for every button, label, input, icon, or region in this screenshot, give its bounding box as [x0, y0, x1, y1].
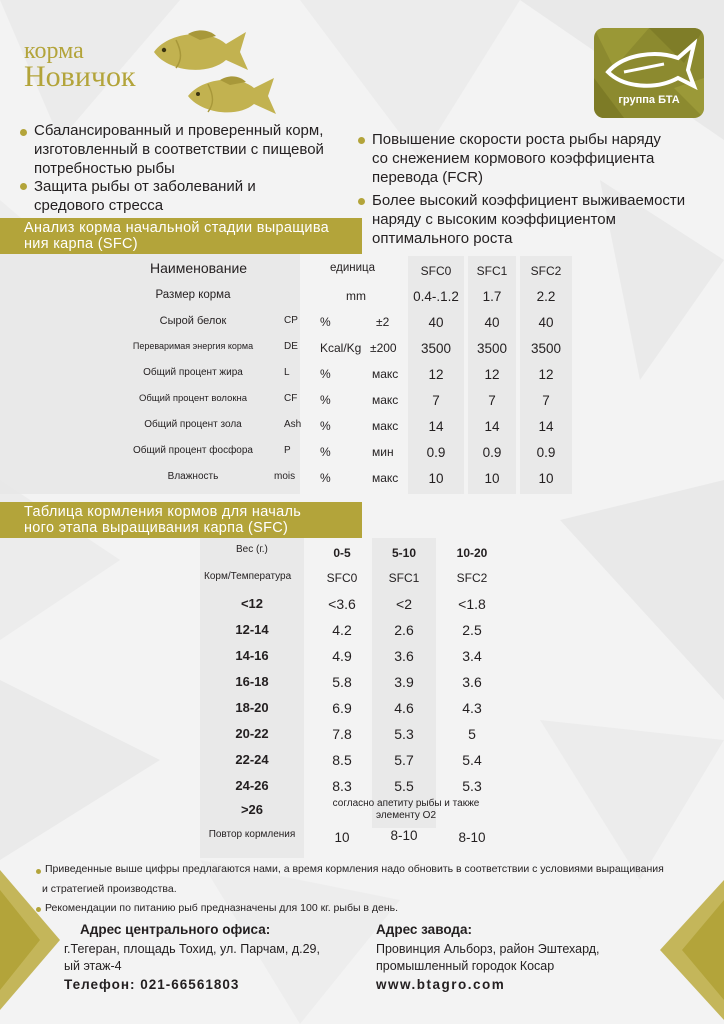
analysis-row-tolerance: макс — [372, 471, 399, 485]
brand-subtitle: корма — [24, 38, 84, 64]
analysis-row-abbr: CP — [284, 315, 298, 326]
office-address-line: г.Тегеран, площадь Тохид, ул. Парчам, д.29, — [64, 942, 320, 956]
analysis-row-name: Размер корма — [155, 289, 231, 301]
feeding-row-sfc2: 5 — [468, 726, 476, 742]
analysis-row-unit: % — [320, 367, 331, 381]
decor-triangle-left — [0, 870, 62, 1010]
feeding-row-temperature: 20-22 — [235, 726, 269, 741]
analysis-row-name: Общий процент зола — [144, 419, 242, 430]
analysis-row-sfc0: 7 — [432, 393, 440, 408]
analysis-row-name: Сырой белок — [159, 315, 227, 327]
feeding-row-temperature: 18-20 — [235, 700, 269, 715]
analysis-row-tolerance: макс — [372, 367, 399, 381]
analysis-row-sfc1: 10 — [484, 471, 500, 486]
analysis-row-sfc0: 3500 — [420, 341, 452, 356]
analysis-row-name: Общий процент жира — [143, 367, 243, 378]
bullet-line: потребностью рыбы — [34, 160, 175, 177]
feeding-row-sfc0: 7.8 — [332, 726, 352, 742]
feeding-row-temperature: 24-26 — [235, 778, 269, 793]
bullet-dot — [358, 137, 365, 144]
feeding-feed-2: SFC2 — [456, 571, 488, 585]
feeding-row-sfc1: 3.9 — [394, 674, 414, 690]
analysis-row-sfc1: 3500 — [476, 341, 508, 356]
feeding-range-1: 5-10 — [391, 546, 417, 560]
analysis-row-sfc1: 40 — [484, 315, 500, 330]
feeding-row-sfc1: 2.6 — [394, 622, 414, 638]
over26-note-line: элементу O2 — [375, 810, 437, 821]
feeding-row-temperature: 22-24 — [235, 752, 269, 767]
feeding-row-sfc0: <3.6 — [328, 596, 356, 612]
bullet-dot — [20, 129, 27, 136]
feeding-row-sfc1: 4.6 — [394, 700, 414, 716]
feeding-row-sfc0: 8.3 — [332, 778, 352, 794]
feeding-feed-1: SFC1 — [388, 571, 420, 585]
analysis-row-tolerance: макс — [372, 393, 399, 407]
bullet-line: оптимального роста — [372, 230, 513, 247]
plant-address-line: Провинция Альборз, район Эштехард, — [376, 942, 600, 956]
carp-fish-illustration-small — [184, 72, 278, 120]
logo-caption: группа БТА — [618, 94, 680, 106]
analysis-row-unit: Kcal/Kg — [320, 341, 362, 355]
analysis-row-sfc0: 40 — [428, 315, 444, 330]
bullet-growth — [372, 130, 661, 187]
feeding-row-sfc0: 4.2 — [332, 622, 352, 638]
feeding-row-sfc2: 2.5 — [462, 622, 482, 638]
brand-title: Новичок — [24, 60, 136, 93]
office-address-line: ый этаж-4 — [64, 959, 122, 973]
feeding-row-sfc0: 4.9 — [332, 648, 352, 664]
bullet-line: со снежением кормового коэффициента — [372, 150, 655, 167]
company-logo — [594, 28, 704, 118]
office-address — [64, 941, 320, 975]
analysis-row-sfc1: 1.7 — [482, 289, 502, 304]
analysis-row-abbr: L — [284, 367, 290, 378]
analysis-header-unit: единица — [330, 262, 376, 274]
analysis-row-sfc1: 0.9 — [482, 445, 502, 460]
feeding-row-sfc2: 3.6 — [462, 674, 482, 690]
feeding-row-sfc1: <2 — [396, 596, 412, 612]
analysis-row-sfc2: 10 — [538, 471, 554, 486]
analysis-row-unit: % — [320, 419, 331, 433]
analysis-row-tolerance: ±200 — [370, 341, 397, 355]
analysis-row-tolerance: мин — [372, 445, 394, 459]
feeding-row-sfc0: 6.9 — [332, 700, 352, 716]
decor-triangle-right — [660, 880, 724, 1020]
feeding-row-sfc1: 3.6 — [394, 648, 414, 664]
feeding-row-sfc2: 5.3 — [462, 778, 482, 794]
feeding-range-2: 10-20 — [456, 546, 488, 560]
bullet-line: перевода (FCR) — [372, 169, 484, 186]
analysis-row-sfc1: 12 — [484, 367, 500, 382]
bullet-line: Сбалансированный и проверенный корм, — [34, 122, 324, 139]
analysis-row-abbr: CF — [284, 393, 298, 404]
bullet-protection — [34, 177, 256, 215]
analysis-row-sfc2: 3500 — [530, 341, 562, 356]
bullet-dot — [20, 183, 27, 190]
feeding-row-sfc1: 5.7 — [394, 752, 414, 768]
analysis-row-sfc1: 14 — [484, 419, 500, 434]
feeding-feed-0: SFC0 — [326, 571, 358, 585]
analysis-row-sfc2: 7 — [542, 393, 550, 408]
analysis-row-name: Влажность — [167, 471, 219, 482]
analysis-row-abbr: mois — [274, 471, 296, 482]
analysis-row-sfc0: 0.9 — [426, 445, 446, 460]
note-recommendation: Рекомендации по питанию рыб предназначены для 100 кг. рыбы в день. — [45, 902, 399, 914]
analysis-header-name: Наименование — [150, 260, 248, 276]
feeding-weight-label: Вес (г.) — [236, 544, 268, 555]
feeding-over26-note — [306, 798, 506, 822]
bullet-line: средового стресса — [34, 197, 164, 214]
analysis-row-name: Общий процент волокна — [138, 393, 248, 404]
feeding-row-sfc1: 5.5 — [394, 778, 414, 794]
analysis-row-sfc2: 2.2 — [536, 289, 556, 304]
feeding-row-sfc2: 4.3 — [462, 700, 482, 716]
feeding-row-sfc2: <1.8 — [458, 596, 486, 612]
note-line: Приведенные выше цифры предлагаются нами, а время кормления надо обновить в соответствии с условиями выращивания — [45, 863, 664, 875]
bullet-line: наряду с высоким коэффициентом — [372, 211, 616, 228]
office-title: Адрес центрального офиса: — [80, 922, 271, 937]
analysis-title-line: ния карпа (SFC) — [24, 236, 138, 252]
feeding-temp-label: Корм/Температура — [204, 571, 292, 582]
bullet-balanced-feed — [34, 121, 324, 178]
analysis-row-sfc1: 7 — [488, 393, 496, 408]
website-link[interactable]: www.btagro.com — [376, 977, 506, 992]
analysis-row-sfc0: 10 — [428, 471, 444, 486]
analysis-row-tolerance: ±2 — [376, 315, 390, 329]
analysis-banner — [0, 218, 362, 254]
feeding-row-sfc0: 8.5 — [332, 752, 352, 768]
feeding-repeat-1: 8-10 — [390, 828, 418, 843]
bullet-line: Повышение скорости роста рыбы наряду — [372, 131, 661, 148]
analysis-row-sfc2: 0.9 — [536, 445, 556, 460]
analysis-row-unit: % — [320, 471, 331, 485]
feeding-title-line: Таблица кормления кормов для началь — [24, 504, 302, 520]
feeding-row-temperature: 14-16 — [235, 648, 269, 663]
bullet-line: Защита рыбы от заболеваний и — [34, 178, 256, 195]
analysis-header-sfc0: SFC0 — [420, 264, 452, 278]
analysis-row-unit: mm — [346, 289, 366, 303]
bullet-survival — [372, 191, 685, 248]
feeding-row-sfc1: 5.3 — [394, 726, 414, 742]
feeding-row-temperature: 12-14 — [235, 622, 269, 637]
analysis-row-sfc0: 14 — [428, 419, 444, 434]
analysis-row-name: Переваримая энергия корма — [132, 341, 254, 351]
analysis-row-tolerance: макс — [372, 419, 399, 433]
plant-address-line: промышленный городок Косар — [376, 959, 555, 973]
analysis-row-unit: % — [320, 393, 331, 407]
analysis-row-sfc2: 40 — [538, 315, 554, 330]
feeding-row-temperature: <12 — [240, 596, 264, 611]
analysis-header-sfc2: SFC2 — [530, 264, 562, 278]
analysis-row-abbr: Ash — [284, 419, 302, 430]
feeding-temp-over26: >26 — [240, 802, 264, 817]
feeding-row-sfc2: 5.4 — [462, 752, 482, 768]
feeding-banner — [0, 502, 362, 538]
analysis-row-sfc2: 14 — [538, 419, 554, 434]
plant-title: Адрес завода: — [376, 922, 472, 937]
analysis-title-line: Анализ корма начальной стадии выращива — [24, 220, 330, 236]
analysis-header-sfc1: SFC1 — [476, 264, 508, 278]
note-figures — [42, 863, 664, 896]
feeding-repeat-2: 8-10 — [458, 830, 486, 845]
bullet-line: Более высокий коэффициент выживаемости — [372, 192, 686, 209]
bullet-line: изготовленный в соответствии с пищевой — [34, 141, 324, 158]
analysis-row-name: Общий процент фосфора — [133, 445, 253, 456]
analysis-row-sfc0: 12 — [428, 367, 444, 382]
feeding-row-sfc2: 3.4 — [462, 648, 482, 664]
over26-note-line: согласно апетиту рыбы и также — [332, 798, 480, 809]
feeding-repeat-0: 10 — [334, 830, 350, 845]
analysis-row-sfc0: 0.4-.1.2 — [413, 289, 459, 304]
feeding-title-line: ного этапа выращивания карпа (SFC) — [24, 520, 289, 536]
note-line: и стратегией производства. — [42, 883, 177, 895]
feeding-row-temperature: 16-18 — [235, 674, 269, 689]
analysis-row-abbr: DE — [284, 341, 298, 352]
analysis-row-sfc2: 12 — [538, 367, 554, 382]
analysis-row-unit: % — [320, 315, 331, 329]
plant-address — [376, 941, 600, 975]
analysis-row-abbr: P — [284, 445, 291, 456]
office-phone: Телефон: 021-66561803 — [64, 977, 240, 992]
bullet-dot — [358, 198, 365, 205]
feeding-row-sfc0: 5.8 — [332, 674, 352, 690]
feeding-range-0: 0-5 — [333, 546, 351, 560]
carp-fish-illustration — [148, 26, 252, 78]
feeding-repeat-label: Повтор кормления — [208, 829, 296, 840]
analysis-row-unit: % — [320, 445, 331, 459]
